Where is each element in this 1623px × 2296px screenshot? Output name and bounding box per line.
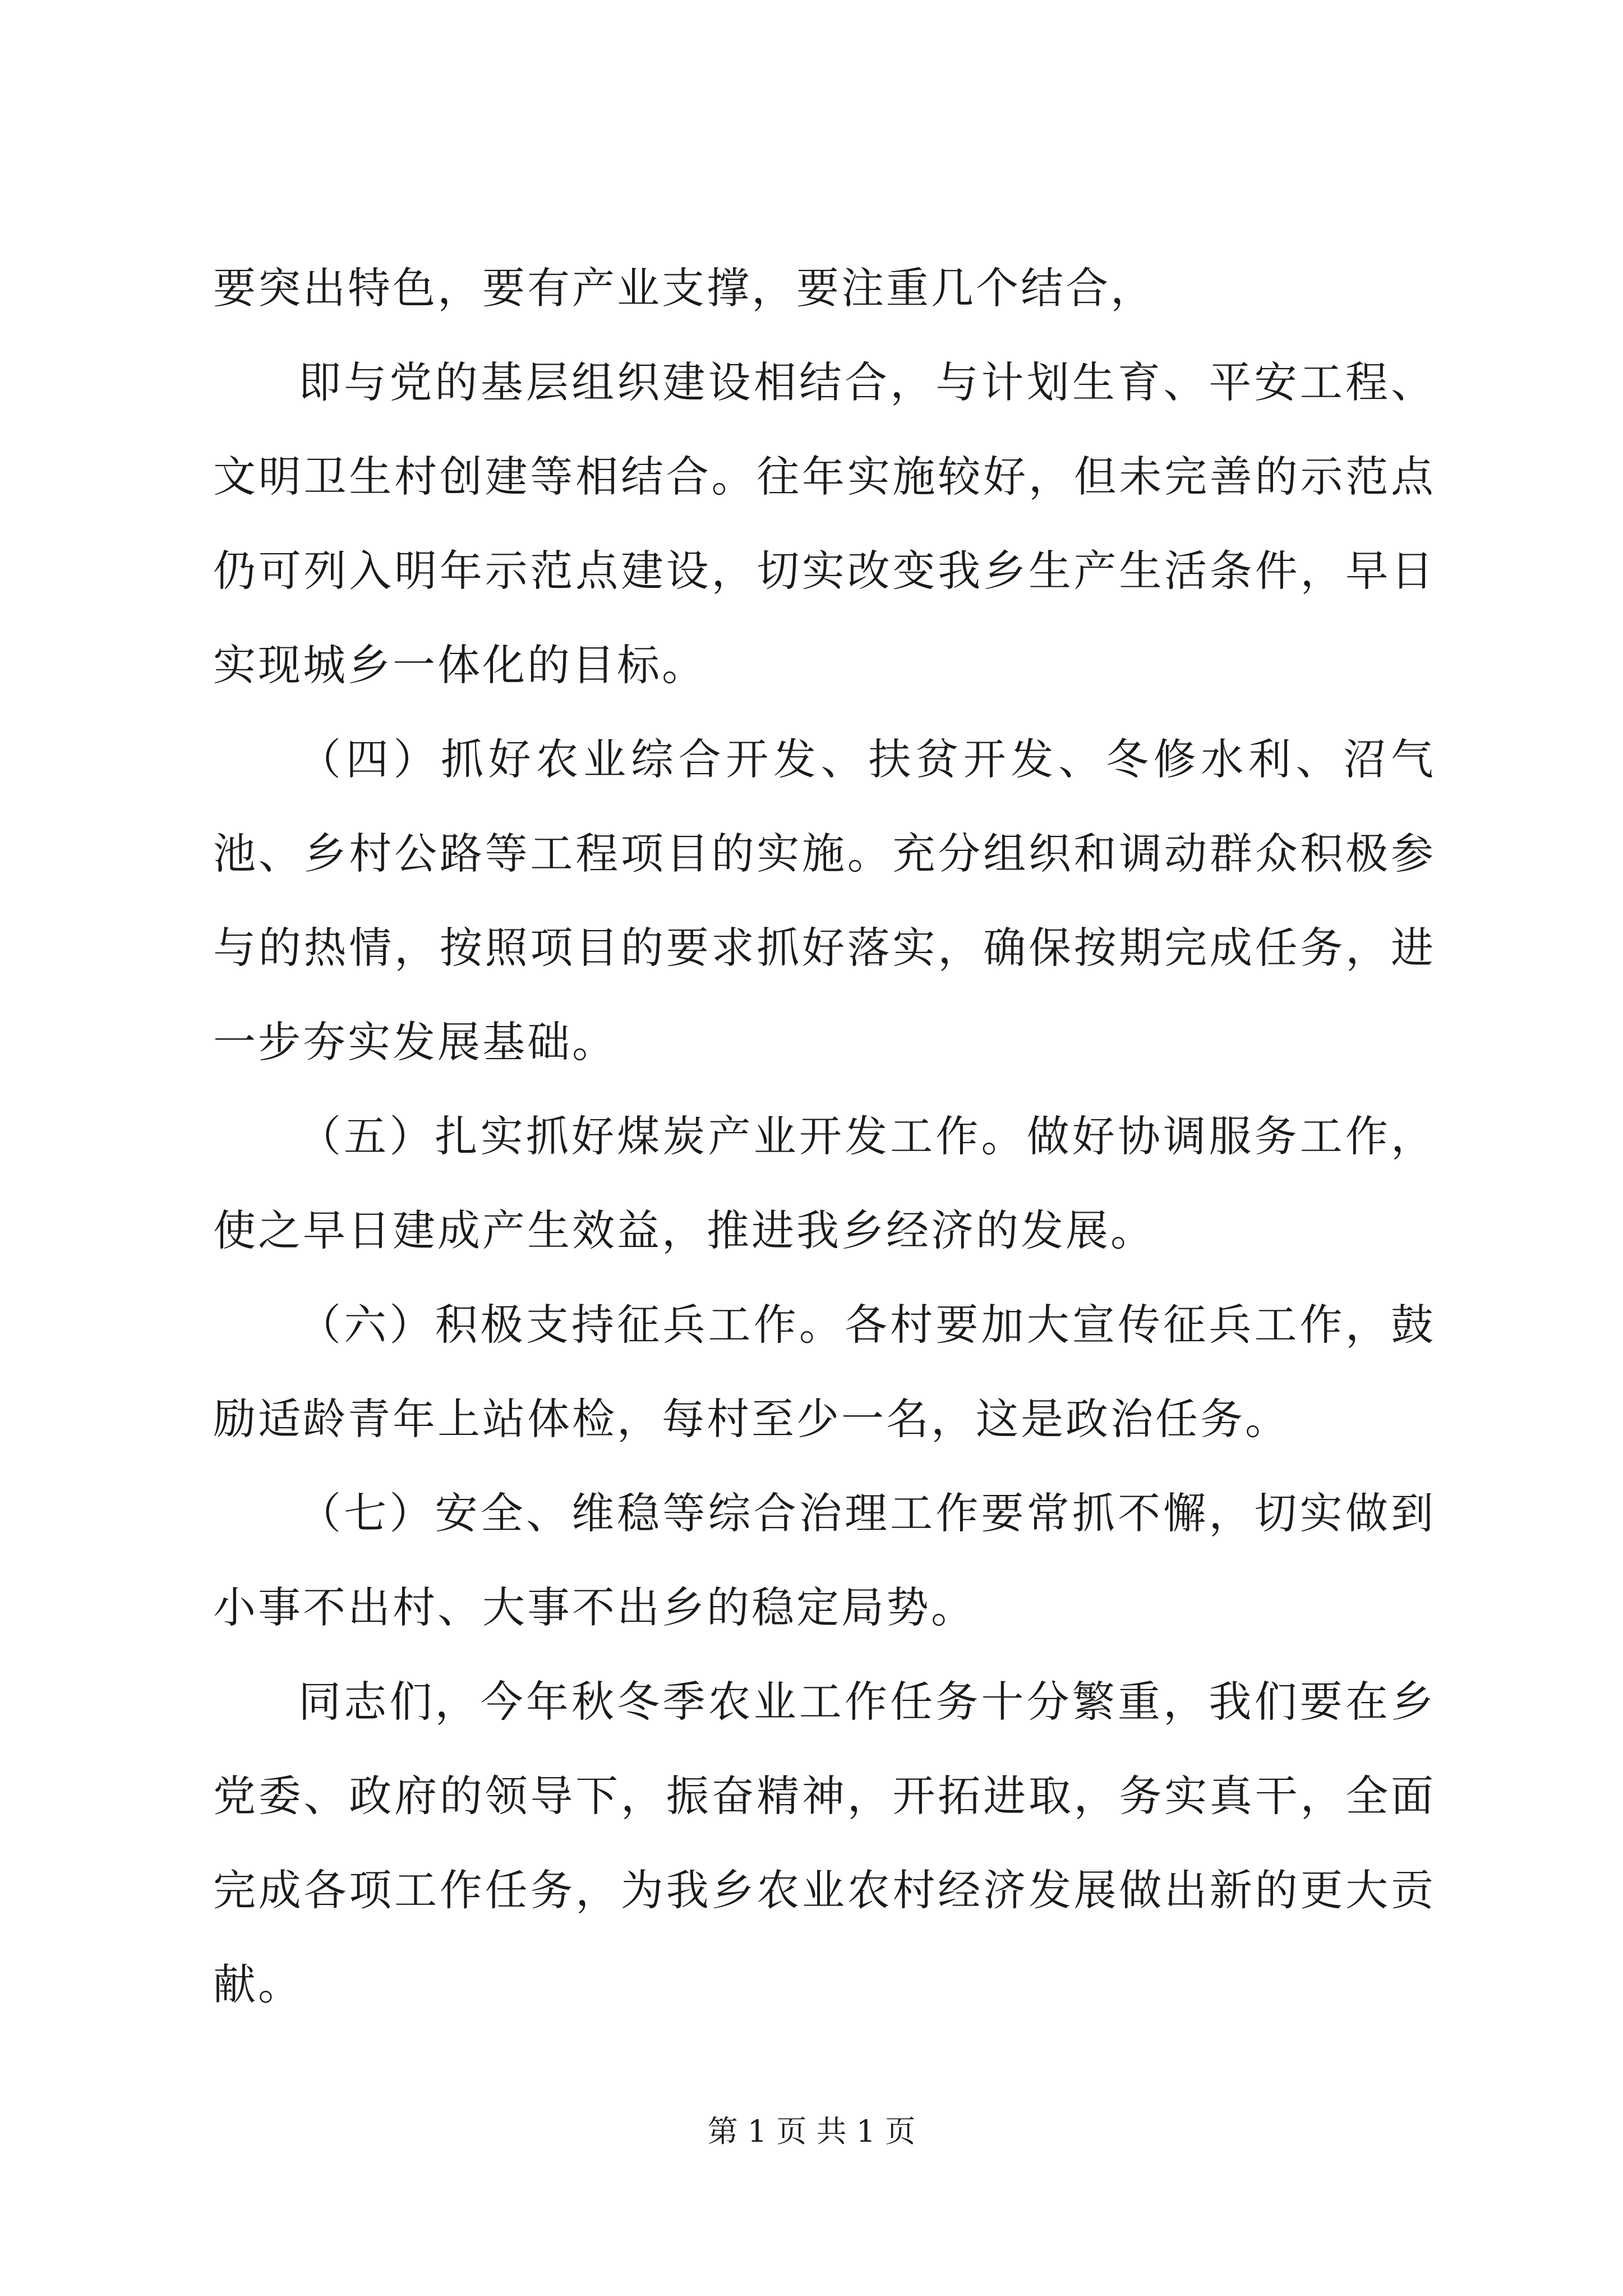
paragraph-5: （六）积极支持征兵工作。各村要加大宣传征兵工作，鼓励适龄青年上站体检，每村至少一名，这是政治任务。 [213,1300,1436,1444]
paragraph-2: 即与党的基层组织建设相结合，与计划生育、平安工程、文明卫生村创建等相结合。往年实施较好，但未完善的示范点仍可列入明年示范点建设，切实改变我乡生产生活条件，早日实现城乡一体化的目标。 [213,357,1436,690]
paragraph-4: （五）扎实抓好煤炭产业开发工作。做好协调服务工作，使之早日建成产生效益，推进我乡经济的发展。 [213,1111,1436,1255]
paragraph-1: 要突出特色，要有产业支撑，要注重几个结合， [213,263,1155,313]
page-footer: 第 1 页 共 1 页 [707,2114,916,2149]
paragraph-6: （七）安全、维稳等综合治理工作要常抓不懈，切实做到小事不出村、大事不出乡的稳定局势。 [213,1488,1436,1632]
paragraph-3: （四）抓好农业综合开发、扶贫开发、冬修水利、沼气池、乡村公路等工程项目的实施。充分组织和调动群众积极参与的热情，按照项目的要求抓好落实，确保按期完成任务，进一步夯实发展基础。 [213,734,1436,1067]
paragraph-7: 同志们，今年秋冬季农业工作任务十分繁重，我们要在乡党委、政府的领导下，振奋精神，开拓进取，务实真干，全面完成各项工作任务，为我乡农业农村经济发展做出新的更大贡献。 [213,1677,1436,2009]
document-body [213,241,1436,2032]
